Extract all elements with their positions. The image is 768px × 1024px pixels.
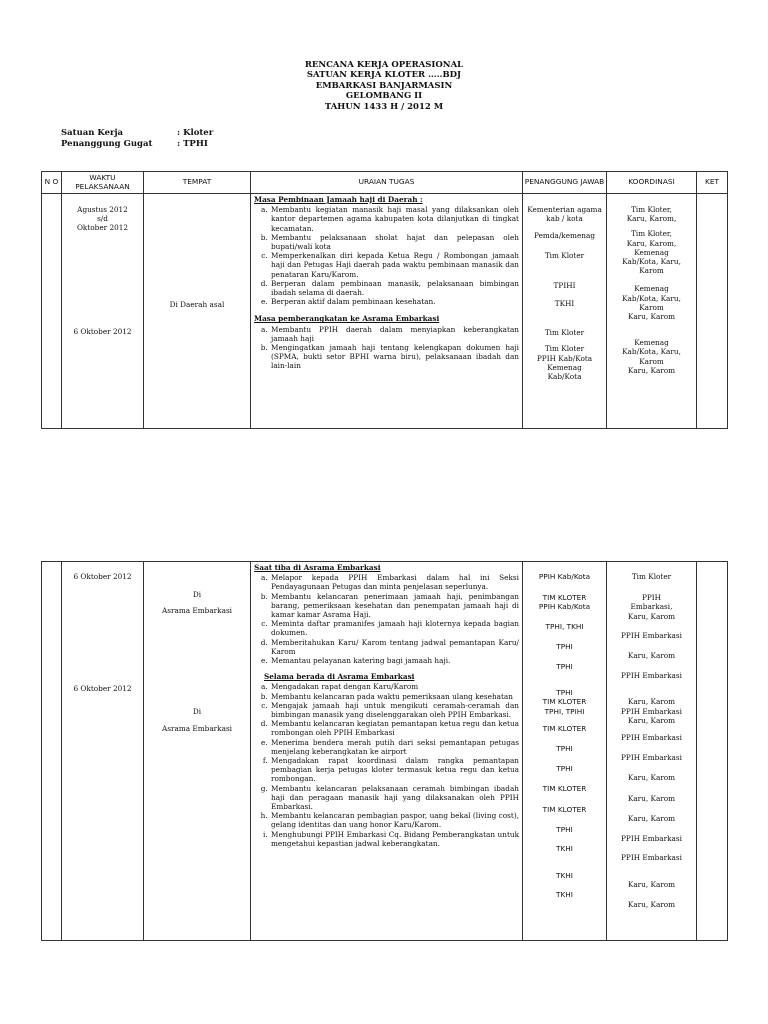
title-line-5: TAHUN 1433 H / 2012 M: [324, 101, 444, 112]
coord-item: Tim Kloter: [631, 572, 672, 581]
task-item: d. Berperan dalam pembinaan manasik, pelaksanaan bimbingan ibadah selama di daerah.: [270, 279, 519, 297]
resp-item: TPHI, TPIHI: [544, 706, 585, 716]
document-title: [0, 60, 768, 112]
resp-item: Kementerian agama kab / kota: [527, 205, 602, 224]
col-no: N O: [42, 172, 62, 194]
col-uraian: URAIAN TUGAS: [251, 172, 523, 194]
task-item: c. Meminta daftar pramanifes jamaah haji kloternya kepada bagian dokumen.: [270, 619, 519, 637]
coord-item: PPIH Embarkasi: [621, 630, 682, 640]
col-ket: KET: [697, 172, 728, 194]
task-item: d. Membantu kelancaran kegiatan pemantapan ketua regu dan ketua rombongan oleh PPIH Embarkasi: [270, 719, 519, 737]
resp-item: TIM KLOTER: [542, 593, 587, 603]
coord-item: Karu, Karom: [627, 715, 676, 725]
task-item: a. Mengadakan rapat dengan Karu/Karom: [270, 682, 519, 691]
task-item: g. Membantu kelancaran pelaksanaan ceramah bimbingan ibadah haji dan peragaan manasik haji yang dilaksanakan oleh PPIH Embarkasi.: [270, 784, 519, 812]
resp-item: TPHI: [556, 824, 573, 834]
task-item: b. Mengingatkan jamaah haji tentang kelengkapan dokumen haji (SPMA, bukti setor BPHI warna biru), pelaksanaan ibadah dan lain-lain: [270, 343, 519, 371]
coord-item: Tim Kloter, Karu, Karom,: [626, 205, 677, 224]
work-plan-table-1: [41, 171, 728, 429]
resp-item: TPHI: [556, 641, 573, 651]
task-item: e. Berperan aktif dalam pembinaan kesehatan.: [270, 297, 519, 306]
waktu-cell: [62, 562, 144, 941]
resp-item: PPIH Kab/Kota: [538, 602, 591, 612]
coord-item: PPIH Embarkasi, Karu, Karom: [627, 593, 676, 621]
resp-item: TIM KLOTER: [542, 697, 587, 707]
resp-item: TPIHI: [553, 280, 576, 290]
tempat-di: Di: [192, 707, 202, 717]
title-line-3: EMBARKASI BANJARMASIN: [315, 80, 453, 91]
col-koordinasi: KOORDINASI: [607, 172, 697, 194]
resp-item: TKHI: [556, 890, 573, 900]
resp-item: PPIH Kab/Kota: [538, 572, 591, 581]
resp-item: Tim Kloter: [544, 344, 585, 354]
tempat-cell: [144, 194, 251, 429]
tempat-di: Di: [192, 590, 202, 599]
ket-cell: [697, 194, 728, 429]
koordinasi-cell: [607, 194, 697, 429]
task-item: a. Membantu PPIH daerah dalam menyiapkan keberangkatan jamaah haji: [270, 325, 519, 343]
coord-item: Karu, Karom: [627, 880, 676, 890]
resp-item: TIM KLOTER: [542, 784, 587, 794]
table-row: [42, 194, 728, 429]
task-item: h. Membantu kelancaran pembagian paspor, uang bekal (living cost), gelang identitas dan uang honor Karu/Karom.: [270, 811, 519, 829]
resp-item: TIM KLOTER: [542, 804, 587, 814]
ket-cell: [697, 562, 728, 941]
task-item: b. Membantu kelancaran pada waktu pemeriksaan ulang kesehatan: [270, 692, 519, 701]
satuan-label: Satuan Kerja: [61, 128, 124, 138]
coord-item: PPIH Embarkasi: [621, 706, 682, 716]
waktu-sd: s/d: [97, 214, 108, 224]
resp-item: TPHI: [556, 764, 573, 774]
coord-item: Kemenag Kab/Kota, Karu, Karom: [622, 284, 681, 312]
task-item: a. Melapor kepada PPIH Embarkasi dalam hal ini Seksi Pendayagunaan Petugas dan minta penjelasan seperlunya.: [270, 573, 519, 591]
task-list: [254, 205, 519, 306]
waktu-date: 6 Oktober 2012: [73, 684, 132, 694]
penanggung-cell: [523, 562, 607, 941]
no-cell: [42, 562, 62, 941]
coord-item: Karu, Karom: [627, 899, 676, 909]
tempat-cell: [144, 562, 251, 941]
task-item: c. Memperkenalkan diri kepada Ketua Regu / Rombongan jamaah haji dan Petugas Haji daerah pada waktu pembinaan manasik dan penataran Karu/Karom.: [270, 251, 519, 279]
task-item: b. Membantu pelaksanaan sholat hajat dan pelepasan oleh bupati/wali kota: [270, 233, 519, 251]
coord-item: Karu, Karom: [627, 773, 676, 783]
penanggung-label: Penanggung Gugat: [61, 139, 153, 149]
task-item: a. Membantu kegiatan manasik haji masal yang dilaksankan oleh kantor departemen agama kabupaten kota dilanjutkan di tingkat kecamatan.: [270, 205, 519, 233]
coord-item: PPIH Embarkasi: [621, 853, 682, 863]
title-line-1: RENCANA KERJA OPERASIONAL: [304, 60, 464, 70]
task-item: b. Membantu kelancaran penerimaan jamaah haji, penimbangan barang, pemeriksaan kesehatan dan penempatan jamaah haji di kamar kamar Asrama Haji.: [270, 592, 519, 620]
col-tempat: TEMPAT: [144, 172, 251, 194]
title-line-4: GELOMBANG II: [345, 91, 423, 102]
coord-item: Karu, Karom: [627, 651, 676, 661]
resp-item: TKHI: [554, 299, 575, 309]
task-list: [254, 573, 519, 665]
resp-item: TPHI: [556, 744, 573, 754]
coord-item: PPIH Embarkasi: [621, 671, 682, 681]
coord-item: Kemenag Kab/Kota, Karu, Karom: [622, 247, 681, 276]
resp-item: TKHI: [556, 844, 573, 854]
waktu-start: Agustus 2012: [77, 205, 128, 214]
tempat-text: Di Daerah asal: [169, 300, 225, 309]
task-list: [254, 325, 519, 371]
coord-item: PPIH Embarkasi: [621, 753, 682, 763]
coord-item: Karu, Karom: [627, 697, 676, 707]
coord-item: Karu, Karom: [627, 312, 676, 322]
resp-item: PPIH Kab/Kota: [536, 353, 593, 363]
satuan-value: : Kloter: [177, 128, 214, 138]
task-item: i. Menghubungi PPIH Embarkasi Cq. Bidang Pemberangkatan untuk mengetahui kepastian jadwal keberangkatan.: [270, 830, 519, 848]
task-item: f. Mengadakan rapat koordinasi dalam rangka pemantapan pembagian kerja petugas kloter termasuk ketua regu dan ketua rombongan.: [270, 756, 519, 784]
work-plan-table-2: [41, 561, 728, 941]
section-title: Selama berada di Asrama Embarkasi: [264, 672, 415, 682]
koordinasi-cell: [607, 562, 697, 941]
table-header-row: [42, 172, 728, 194]
tempat-text: Asrama Embarkasi: [161, 606, 233, 616]
resp-item: Tim Kloter: [544, 328, 585, 338]
tempat-text: Asrama Embarkasi: [161, 723, 233, 733]
penanggung-value: : TPHI: [177, 139, 208, 149]
resp-item: Kemenag Kab/Kota: [547, 362, 582, 382]
no-cell: [42, 194, 62, 429]
waktu-date: 6 Oktober 2012: [73, 572, 132, 581]
resp-item: TPHI: [556, 688, 573, 698]
col-waktu: WAKTU PELAKSANAAN: [62, 172, 144, 194]
coord-item: PPIH Embarkasi: [621, 834, 682, 844]
coord-item: Karu, Karom: [627, 813, 676, 823]
coord-item: Karu, Karom: [627, 365, 676, 375]
resp-item: TPHI: [556, 662, 573, 672]
resp-item: Pemda/kemenag: [534, 231, 595, 241]
coord-item: Karu, Karom: [627, 793, 676, 803]
waktu-date: 6 Oktober 2012: [73, 326, 132, 336]
table-row: [42, 562, 728, 941]
section-title: Saat tiba di Asrama Embarkasi: [254, 563, 381, 572]
waktu-cell: [62, 194, 144, 429]
coord-item: PPIH Embarkasi: [621, 733, 682, 743]
task-item: d. Memberitahukan Karu/ Karom tentang jadwal pemantapan Karu/ Karom: [270, 638, 519, 656]
task-item: c. Mengajak jamaah haji untuk mengikuti ceramah-ceramah dan bimbingan manasik yang diselenggarakan oleh PPIH Embarkasi.: [270, 701, 519, 719]
waktu-end: Oktober 2012: [76, 223, 129, 233]
coord-item: Tim Kloter, Karu, Karom,: [626, 229, 677, 248]
resp-item: TPHI, TKHI: [545, 621, 584, 631]
col-penanggung: PENANGGUNG JAWAB: [523, 172, 607, 194]
uraian-cell: [251, 194, 523, 429]
uraian-cell: [251, 562, 523, 941]
resp-item: Tim Kloter: [544, 250, 585, 260]
penanggung-cell: [523, 194, 607, 429]
coord-item: Kemenag Kab/Kota, Karu, Karom: [622, 338, 681, 366]
resp-item: TIM KLOTER: [542, 723, 587, 733]
section-title: Masa pemberangkatan ke Asrama Embarkasi: [254, 314, 440, 324]
task-item: e. Menerima bendera merah putih dari seksi pemantapan petugas menjelang keberangkatan ke airport: [270, 738, 519, 756]
resp-item: TKHI: [556, 871, 573, 881]
task-item: e. Memantau pelayanan katering bagi jamaah haji.: [270, 656, 519, 665]
task-list: [254, 682, 519, 848]
section-title: Masa Pembinaan Jamaah haji di Daerah :: [254, 195, 423, 204]
title-line-2: SATUAN KERJA KLOTER …..BDJ: [306, 70, 462, 81]
